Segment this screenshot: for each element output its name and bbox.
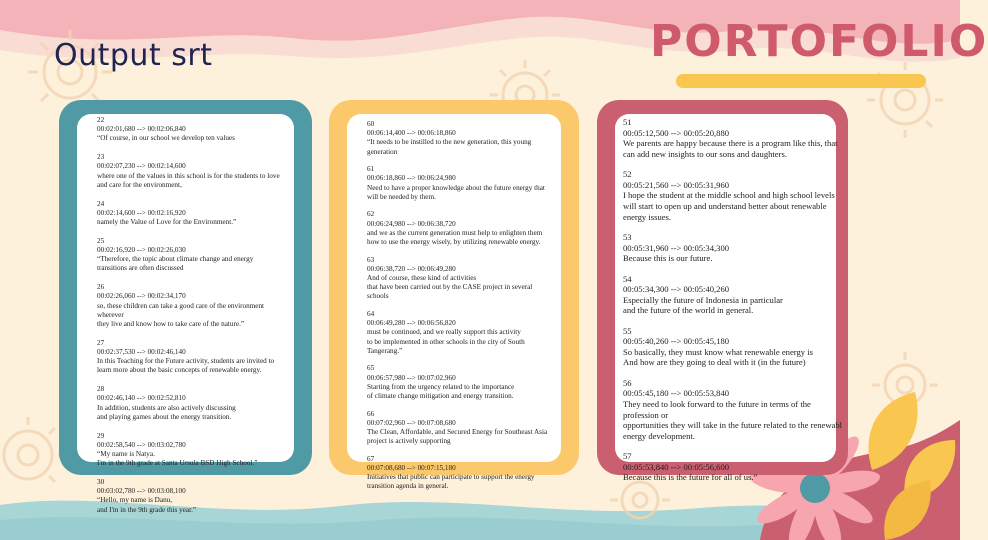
subtitle-text-line: can add new insights to our sons and daughters. xyxy=(623,148,787,159)
subtitle-text-line: will be needed by them. xyxy=(367,192,436,201)
subtitle-text-line: that have been carried out by the CASE project in several xyxy=(367,283,533,292)
subtitle-text-line: and care for the environment, xyxy=(97,180,182,189)
subtitle-timestamp: 00:07:08,680 --> 00:07:15,180 xyxy=(367,464,456,473)
subtitle-text-line: opportunities they will take in the future related to the renewabl xyxy=(623,420,843,431)
subtitle-index: 25 xyxy=(97,236,105,245)
subtitle-timestamp: 00:05:21,560 --> 00:05:31,960 xyxy=(623,179,730,190)
subtitle-text-line: And of course, these kind of activities xyxy=(367,274,477,283)
subtitle-list xyxy=(347,114,561,492)
subtitle-text-line: I'm in the 9th grade at Santa Ursula BSD High School.” xyxy=(97,459,258,468)
subtitle-timestamp: 00:06:49,280 --> 00:06:56,820 xyxy=(367,319,456,328)
subtitle-entry xyxy=(623,169,836,222)
subtitle-timestamp: 00:07:02,960 --> 00:07:08,680 xyxy=(367,418,456,427)
subtitle-entry xyxy=(97,478,294,515)
subtitle-entry xyxy=(367,165,561,202)
subtitle-entry xyxy=(623,117,836,159)
subtitle-timestamp: 00:02:46,140 --> 00:02:52,810 xyxy=(97,394,186,403)
subtitle-index: 67 xyxy=(367,454,375,463)
subtitle-index: 57 xyxy=(623,451,632,462)
subtitle-text-line: and I'm in the 9th grade this year.” xyxy=(97,505,197,514)
subtitle-index: 63 xyxy=(367,255,375,264)
subtitle-text-line: Especially the future of Indonesia in particular xyxy=(623,294,783,305)
subtitle-index: 56 xyxy=(623,377,632,388)
subtitle-entry xyxy=(97,432,294,469)
subtitle-timestamp: 00:06:18,860 --> 00:06:24,980 xyxy=(367,174,456,183)
subtitle-timestamp: 00:02:37,530 --> 00:02:46,140 xyxy=(97,348,186,357)
subtitle-entry xyxy=(367,256,561,302)
subtitle-index: 54 xyxy=(623,273,632,284)
subtitle-paper xyxy=(347,114,561,491)
subtitle-timestamp: 00:06:57,980 --> 00:07:02,960 xyxy=(367,373,456,382)
subtitle-index: 28 xyxy=(97,385,105,394)
subtitle-index: 52 xyxy=(623,169,632,180)
subtitle-text-line: must be continued, and we really support this activity xyxy=(367,328,521,337)
subtitle-text-line: how to use the energy wisely, by utilizing renewable energy. xyxy=(367,238,541,247)
subtitle-text-line: so, these children can take a good care of the environment xyxy=(97,301,265,310)
subtitle-timestamp: 00:06:14,400 --> 00:06:18,860 xyxy=(367,129,456,138)
subtitle-text-line: We parents are happy because there is a program like this, that xyxy=(623,138,838,149)
subtitle-entry xyxy=(623,326,836,368)
subtitle-paper xyxy=(615,114,843,483)
subtitle-text-line: and the future of the world in general. xyxy=(623,305,754,316)
subtitle-entry xyxy=(97,237,294,274)
subtitle-text-line: And how are they going to deal with it (in the future) xyxy=(623,357,806,368)
subtitle-entry xyxy=(367,410,561,447)
subtitle-text-line: and we as the current generation must help to enlighten them xyxy=(367,228,543,237)
subtitle-text-line: to be implemented in other schools in the city of South xyxy=(367,337,525,346)
subtitle-entry xyxy=(97,339,294,376)
subtitle-timestamp: 00:05:34,300 --> 00:05:40,260 xyxy=(623,284,730,295)
subtitle-text-line: They need to look forward to the future in terms of the xyxy=(623,399,811,410)
subtitle-text-line: of climate change mitigation and energy transition. xyxy=(367,392,514,401)
subtitle-entry xyxy=(97,200,294,228)
subtitle-card-yellow xyxy=(329,100,579,491)
subtitle-card-rose xyxy=(597,100,848,483)
subtitle-index: 24 xyxy=(97,199,105,208)
subtitle-index: 62 xyxy=(367,210,375,219)
brand-underline-bar xyxy=(676,74,926,88)
brand-title: PORTOFOLIO xyxy=(650,16,988,67)
subtitle-text-line: I hope the student at the middle school and high school levels xyxy=(623,190,835,201)
subtitle-text-line: Need to have a proper knowledge about the future energy that xyxy=(367,183,545,192)
subtitle-text-line: “It needs to be instilled to the new generation, this young xyxy=(367,138,532,147)
subtitle-entry xyxy=(97,153,294,190)
subtitle-timestamp: 00:05:40,260 --> 00:05:45,180 xyxy=(623,336,730,347)
subtitle-entry xyxy=(623,377,843,442)
subtitle-timestamp: 00:02:01,680 --> 00:02:06,840 xyxy=(97,125,186,134)
subtitle-index: 27 xyxy=(97,338,105,347)
subtitle-index: 26 xyxy=(97,283,105,292)
subtitle-text-line: “Therefore, the topic about climate change and energy xyxy=(97,255,254,264)
subtitle-text-line: they live and know how to take care of the nature.” xyxy=(97,320,245,329)
virus-doodle-icon xyxy=(4,417,66,482)
subtitle-entry xyxy=(623,451,836,483)
subtitle-text-line: namely the Value of Love for the Environment.” xyxy=(97,218,237,227)
subtitle-text-line: schools xyxy=(367,292,389,301)
subtitle-timestamp: 00:05:53,840 --> 00:05:56,600 xyxy=(623,461,730,472)
subtitle-text-line: Tangerang.” xyxy=(367,346,403,355)
subtitle-entry xyxy=(623,232,836,264)
subtitle-card-teal xyxy=(59,100,312,514)
subtitle-timestamp: 00:03:02,780 --> 00:03:08,100 xyxy=(97,487,186,496)
subtitle-index: 22 xyxy=(97,116,105,124)
subtitle-entry xyxy=(367,310,561,356)
subtitle-timestamp: 00:05:45,180 --> 00:05:53,840 xyxy=(623,388,730,399)
subtitle-index: 53 xyxy=(623,231,632,242)
subtitle-text-line: In this Teaching for the Future activity, students are invited to xyxy=(97,357,275,366)
subtitle-index: 61 xyxy=(367,165,375,174)
subtitle-index: 60 xyxy=(367,120,375,128)
subtitle-index: 29 xyxy=(97,431,105,440)
subtitle-entry xyxy=(367,364,561,401)
subtitle-timestamp: 00:02:58,540 --> 00:03:02,780 xyxy=(97,440,186,449)
subtitle-text-line: transition agenda in general. xyxy=(367,482,449,491)
subtitle-text-line: generation xyxy=(367,147,398,156)
subtitle-timestamp: 00:05:12,500 --> 00:05:20,880 xyxy=(623,127,730,138)
slide-heading: Output srt xyxy=(54,38,213,73)
subtitle-text-line: Initiatives that public can participate to support the energy xyxy=(367,473,535,482)
subtitle-text-line: where one of the values in this school is for the students to love xyxy=(97,171,280,180)
subtitle-entry xyxy=(367,210,561,247)
subtitle-timestamp: 00:06:38,720 --> 00:06:49,280 xyxy=(367,264,456,273)
subtitle-text-line: profession or xyxy=(623,409,669,420)
subtitle-text-line: “Of course, in our school we develop ten values xyxy=(97,134,235,143)
subtitle-text-line: The Clean, Affordable, and Secured Energy for Southeast Asia xyxy=(367,428,548,437)
subtitle-text-line: learn more about the basic concepts of renewable energy. xyxy=(97,366,262,375)
subtitle-entry xyxy=(97,116,294,144)
subtitle-timestamp: 00:02:26,060 --> 00:02:34,170 xyxy=(97,292,186,301)
subtitle-timestamp: 00:05:31,960 --> 00:05:34,300 xyxy=(623,242,730,253)
subtitle-entry xyxy=(367,455,561,492)
subtitle-timestamp: 00:02:16,920 --> 00:02:26,030 xyxy=(97,246,186,255)
subtitle-text-line: “Hello, my name is Danu, xyxy=(97,496,173,505)
subtitle-index: 64 xyxy=(367,310,375,319)
subtitle-timestamp: 00:06:24,980 --> 00:06:38,720 xyxy=(367,219,456,228)
subtitle-timestamp: 00:02:07,230 --> 00:02:14,600 xyxy=(97,162,186,171)
subtitle-text-line: Starting from the urgency related to the importance xyxy=(367,382,515,391)
subtitle-index: 23 xyxy=(97,153,105,162)
subtitle-index: 30 xyxy=(97,478,105,487)
subtitle-entry xyxy=(367,120,561,157)
subtitle-paper xyxy=(77,114,294,514)
subtitle-text-line: So basically, they must know what renewable energy is xyxy=(623,346,813,357)
subtitle-entry xyxy=(97,385,294,422)
subtitle-text-line: project is actively supporting xyxy=(367,437,451,446)
subtitle-list xyxy=(77,114,294,515)
subtitle-index: 66 xyxy=(367,409,375,418)
subtitle-text-line: “My name is Natya. xyxy=(97,450,155,459)
subtitle-index: 51 xyxy=(623,117,632,127)
subtitle-text-line: Because this is our future. xyxy=(623,253,713,264)
subtitle-index: 55 xyxy=(623,325,632,336)
subtitle-text-line: wherever xyxy=(97,310,124,319)
subtitle-text-line: will start to open up and understand better about renewable xyxy=(623,200,827,211)
subtitle-list xyxy=(615,114,843,483)
subtitle-text-line: energy issues. xyxy=(623,211,672,222)
subtitle-entry xyxy=(623,274,836,316)
subtitle-entry xyxy=(97,283,294,329)
subtitle-text-line: transitions are often discussed xyxy=(97,264,184,273)
subtitle-text-line: energy development. xyxy=(623,430,695,441)
subtitle-index: 65 xyxy=(367,364,375,373)
subtitle-text-line: Because this is the future for all of us.” xyxy=(623,472,758,483)
subtitle-timestamp: 00:02:14,600 --> 00:02:16,920 xyxy=(97,208,186,217)
subtitle-text-line: In addition, students are also actively discussing xyxy=(97,403,236,412)
subtitle-text-line: and playing games about the energy transition. xyxy=(97,412,232,421)
